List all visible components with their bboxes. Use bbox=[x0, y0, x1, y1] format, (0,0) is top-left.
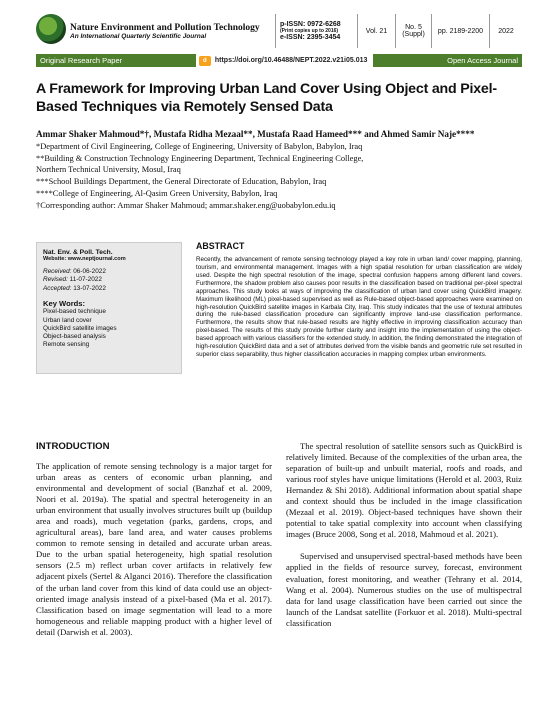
affiliation-line: *Department of Civil Engineering, College of Engineering, University of Babylon, Babylon, Iraq bbox=[36, 142, 363, 151]
introduction-heading: INTRODUCTION bbox=[36, 441, 110, 452]
author-list: Ammar Shaker Mahmoud*†, Mustafa Ridha Mezaal**, Mustafa Raad Hameed*** and Ahmed Samir Naje**** bbox=[36, 129, 475, 139]
journal-logo-icon bbox=[36, 14, 66, 44]
affiliation-line: ***School Buildings Department, the General Directorate of Education, Babylon, Iraq bbox=[36, 177, 327, 187]
keyword: QuickBird satellite images bbox=[43, 324, 117, 332]
year: 2022 bbox=[498, 27, 514, 35]
journal-website[interactable]: Website: www.neptjournal.com bbox=[43, 256, 126, 262]
journal-subtitle: An International Quarterly Scientific Journal bbox=[70, 32, 207, 40]
affiliation-line: ****College of Engineering, Al-Qasim Green University, Babylon, Iraq bbox=[36, 188, 278, 198]
abstract-heading: ABSTRACT bbox=[196, 241, 245, 251]
keyword: Remote sensing bbox=[43, 341, 90, 349]
journal-title: Nature Environment and Pollution Technology bbox=[70, 22, 260, 33]
print-note: (Print copies up to 2016) bbox=[280, 28, 339, 34]
journal-name-block bbox=[70, 14, 276, 48]
issue-number: No. 5 (Suppl) bbox=[396, 14, 432, 48]
abstract-text: Recently, the advancement of remote sensing technology played a key role in urban land/ cover mapping, planning, tourism, and environmental management. Images with a high spatial resolution for urban classification are widely used. Despite the high spectral resolution of the image, spectral confusion happens among different land covers. Furthermore, the shadow problem also causes poor results in the classification based on traditional per-pixel spectral approaches. This study looks at ways of improving the classification of urban land cover using QuickBird imagery. Maximum likelihood (ML) pixel-based supervised as well as Rule-based object-based approaches were examined on high-resolution QuickBird satellite images in Karbala City, Iraq. This study indicates that the use of textural attributes during the rule-based classification procedure can significantly improve land-use classification performance. Furthermore, the results show that rule-based results are highly effective in improving classification accuracy than pixel-based. The results of this study provide further clarity and insight into the implementation of using the object-based approach with various classifiers for the extended study. In addition, the finding demonstrated the integration of high-resolution QuickBird data and a set of attributes derived from the visible bands and geometric rule set resulted in superior class separability, thus higher classification accuracies in mapping complex urban environments. bbox=[196, 256, 522, 359]
p-issn: p-ISSN: 0972-6268 bbox=[280, 21, 341, 28]
keywords-heading: Key Words: bbox=[43, 299, 86, 309]
volume: Vol. 21 bbox=[358, 14, 396, 48]
page-range: pp. 2189-2200 bbox=[432, 14, 490, 48]
article-info-box bbox=[36, 242, 182, 374]
issn-block bbox=[276, 14, 358, 48]
doi-text: https://doi.org/10.46488/NEPT.2022.v21i05.013 bbox=[214, 57, 368, 64]
open-access-label: Open Access Journal bbox=[447, 56, 518, 65]
affiliations bbox=[36, 141, 522, 211]
paragraph: Supervised and unsupervised spectral-based methods have been applied in the fields of resource survey, forecast, environment evaluation, forest monitoring, and weather (Tehrany et al. 2014, Wang et al. 2004). Numerous studies on the use of multispectral data for land usage classification have been carried out since the launch of the Landsat satellite (Forkuor et al. 2018). Multi-spectral classification bbox=[286, 551, 522, 628]
keyword: Pixel-based technique bbox=[43, 308, 106, 316]
journal-abbrev: Nat. Env. & Poll. Tech. bbox=[43, 249, 113, 256]
paragraph: The spectral resolution of satellite sensors such as QuickBird is relatively limited. Because of the complexities of the urban area, the separation of built-up and unbuilt material, roofs and roads, and various roof styles have unique limitations (Herold et al. 2003, Ruiz Hernandez & Shi 2018). Additional information about spatial shape and context should thus be included in the image classification (Mezaal et al. 2019). Object-based techniques have shown their potential to take spatial complexity into account when classifying images (Bruce 2008, Song et al. 2018, Mahmoud et al. 2021). bbox=[286, 441, 522, 540]
revised-date: Revised: 11-07-2022 bbox=[43, 276, 102, 284]
doi-link[interactable] bbox=[196, 54, 374, 67]
paper-title: A Framework for Improving Urban Land Cover Using Object and Pixel-Based Techniques via Remotely Sensed Data bbox=[36, 81, 497, 115]
journal-header bbox=[36, 14, 522, 48]
affiliation-line: **Building & Construction Technology Engineering Department, Technical Engineering College, bbox=[36, 153, 364, 163]
keyword: Urban land cover bbox=[43, 316, 92, 324]
e-issn: e-ISSN: 2395-3454 bbox=[280, 34, 341, 41]
received-date: Received: 06-06-2022 bbox=[43, 268, 106, 275]
doi-icon: d bbox=[199, 56, 211, 66]
left-column bbox=[36, 461, 272, 649]
article-type-bar bbox=[36, 54, 522, 67]
affiliation-line: Northern Technical University, Mosul, Iraq bbox=[36, 165, 181, 175]
article-type: Original Research Paper bbox=[40, 56, 123, 65]
accepted-date: Accepted: 13-07-2022 bbox=[43, 284, 106, 292]
right-column bbox=[286, 441, 522, 640]
keyword: Object-based analysis bbox=[43, 333, 106, 341]
paragraph: The application of remote sensing technology is a major target for urban areas as centers of economic urban planning, and environmental and development of social (Banzhaf et al. 2009, Noori et al. 2019a). The spatial and spectral heterogeneity in an urban environment that usually involves structures built up (buildup area and roads), much vegetation (parks, gardens, crops, and agricultural areas), bare land area, and water causes problems common to remote sensing in detailed and accurate urban areas. Due to the urban spatial heterogeneity, high spatial resolution sensors (2.5 m) reflect urban cover artifacts in relatively few adjacent pixels (Sertel & Alganci 2016). Therefore the classification of the urban land cover from this kind of data could use an object-oriented image analysis instead of a pixel-based (Ma et al. 2017). Classification based on image segmentation will lead to a more homogeneous and reliable mapping product with a higher level of detail (Darwish et al. 2003). bbox=[36, 461, 272, 637]
corresponding-author[interactable]: †Corresponding author: Ammar Shaker Mahmoud; ammar.shaker.eng@uobabylon.edu.iq bbox=[36, 200, 336, 210]
